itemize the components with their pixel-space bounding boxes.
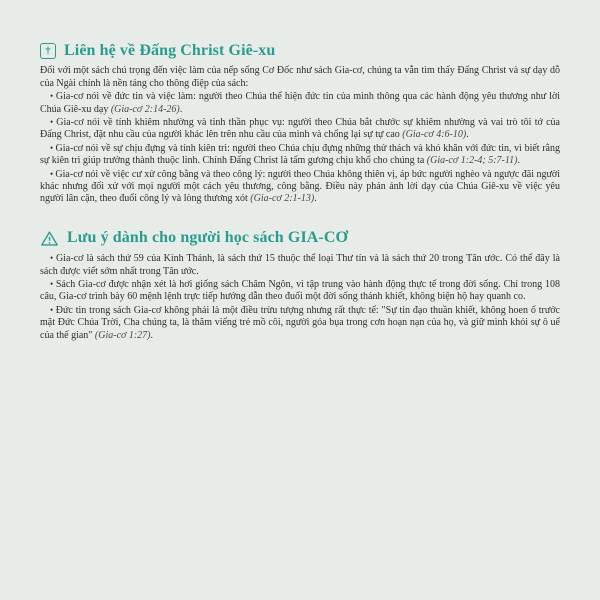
section-notes-header [40, 229, 560, 247]
intro-paragraph: Đối với một sách chú trọng đến việc làm của nếp sống Cơ Đốc như sách Gia-cơ, chúng ta vẫn tìm thấy Đấng Christ và sự dạy dỗ của Ngài chính là nền tảng cho thông điệp của sách: [40, 65, 560, 89]
section-christ-connection [40, 42, 560, 206]
section-title: Liên hệ về Đấng Christ Giê-xu [64, 42, 276, 59]
warning-triangle-icon [40, 230, 59, 247]
scripture-reference: (Gia-cơ 2:1-13) [250, 193, 315, 205]
section-christ-header [40, 42, 560, 60]
bullet-list [40, 252, 560, 342]
bullet-marker: • [50, 279, 56, 290]
section-study-notes [40, 229, 560, 342]
scripture-reference: (Gia-cơ 4:6-10) [402, 129, 467, 141]
bullet-marker: • [50, 304, 56, 315]
bullet-marker: • [50, 168, 56, 179]
bullet-item: • Sách Gia-cơ được nhận xét là hơi giống sách Châm Ngôn, vì tập trung vào hành động thực tế trong đời sống. Chỉ trong 108 câu, Gia-cơ trình bày 60 mệnh lệnh trực tiếp hướng dẫn theo đuổi một đời sống thánh khiết, không biện hộ hay quanh co. [40, 279, 560, 303]
bullet-marker: • [50, 117, 57, 128]
bullet-item: • Gia-cơ nói về tính khiêm nhường và tinh thần phục vụ: người theo Chúa bắt chước sự khiêm nhường và vai trò tôi tớ của Đấng Christ, đặt nhu cầu của người khác lên trên nhu cầu của mình và chống lại sự tự cao (Gia-cơ 4:6-10). [40, 117, 560, 141]
bullet-marker: • [50, 253, 56, 264]
bullet-item: • Đức tin trong sách Gia-cơ không phải là một điều trừu tượng nhưng rất thực tế: "Sự tin đạo thuần khiết, không hoen ố trước mặt Đức Chúa Trời, Cha chúng ta, là thăm viếng trẻ mồ côi, người góa bụa trong cơn hoạn nạn của họ, và giữ mình khỏi sự ô uế của thế gian" (Gia-cơ 1:27). [40, 304, 560, 341]
bullet-item: • Gia-cơ nói về sự chịu đựng và tính kiên trì: người theo Chúa chịu đựng những thử thách và khó khăn với đức tin, vì biết rằng sự kiên trì giúp trưởng thành thuộc linh. Chính Đấng Christ là tấm gương chịu khổ cho chúng ta (Gia-cơ 1:2-4; 5:7-11). [40, 142, 560, 167]
bullet-item: • Gia-cơ nói về đức tin và việc làm: người theo Chúa thể hiện đức tin của mình thông qua các hành động yêu thương như lời Chúa Giê-xu dạy (Gia-cơ 2:14-26). [40, 91, 561, 115]
bullet-list [40, 90, 560, 206]
scripture-reference: (Gia-cơ 2:14-26) [110, 103, 180, 115]
bullet-item: • Gia-cơ là sách thứ 59 của Kinh Thánh, là sách thứ 15 thuộc thể loại Thư tín và là sách thứ 20 trong Tân ước. Có thể đây là sách được viết sớm nhất trong Tân ước. [40, 253, 560, 277]
bullet-marker: • [50, 91, 56, 102]
scripture-reference: (Gia-cơ 1:2-4; 5:7-11) [426, 155, 518, 167]
scripture-reference: (Gia-cơ 1:27) [94, 329, 151, 341]
bullet-marker: • [50, 142, 56, 153]
section-title: Lưu ý dành cho người học sách GIA-CƠ [67, 228, 349, 246]
cross-icon: † [40, 43, 56, 59]
bullet-item: • Gia-cơ nói về việc cư xử công bằng và theo công lý: người theo Chúa không thiên vị, áp bức người nghèo và ngược đãi người khác nhưng đối xử với mọi người một cách yêu thương, công bằng. Điều này phản ánh lời dạy của Chúa Giê-xu về việc yêu người lân cận, theo đuổi công lý và lòng thương xót (Gia-cơ 2:1-13). [40, 168, 560, 205]
